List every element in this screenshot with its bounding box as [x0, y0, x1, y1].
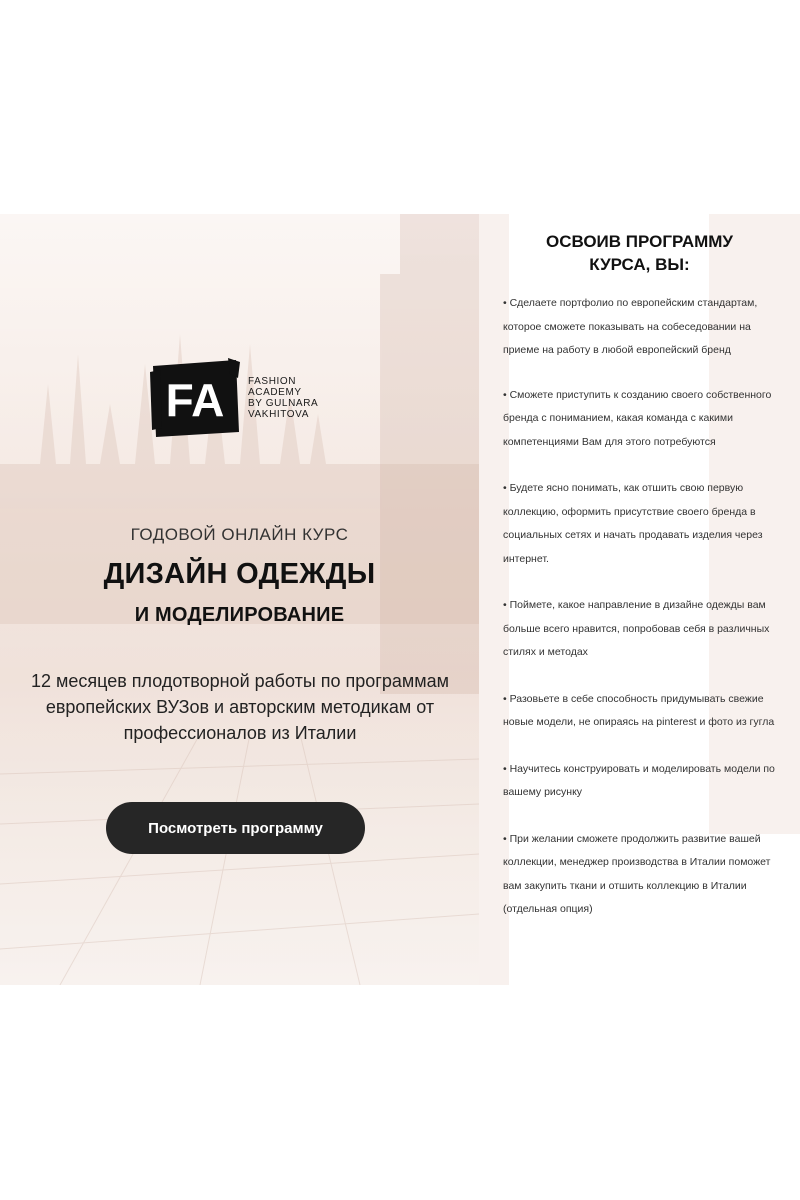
outcomes-title — [479, 230, 800, 276]
outcome-item: • Поймете, какое направление в дизайне одежды вам больше всего нравится, попробовав себя в различных стилях и методах — [503, 599, 770, 658]
outcomes-title-line: КУРСА, ВЫ: — [589, 255, 690, 274]
course-description: 12 месяцев плодотворной работы по программам европейских ВУЗов и авторским методикам от профессионалов из Италии — [30, 671, 450, 743]
outcomes-list — [503, 292, 788, 945]
course-title: ДИЗАЙН ОДЕЖДЫ — [103, 558, 376, 590]
outcome-item: • Будете ясно понимать, как отшить свою первую коллекцию, оформить присутствие своего бренда в социальных сетях и начать продавать изделия через интернет. — [503, 482, 763, 565]
brand-name — [248, 376, 338, 420]
outcomes-panel — [479, 214, 800, 985]
hero-panel — [0, 214, 479, 985]
outcomes-title-line: ОСВОИВ ПРОГРАММУ — [545, 232, 733, 251]
course-banner — [0, 214, 800, 985]
brand-logo — [150, 358, 320, 438]
outcome-item: • При желании сможете продолжить развитие вашей коллекции, менеджер производства в Италии поможет вам закупить ткани и отшить коллекцию в Италии (отдельная опция) — [503, 832, 771, 915]
svg-text:FA: FA — [165, 374, 225, 426]
fa-logo-mark-icon — [150, 358, 240, 438]
view-program-button[interactable]: Посмотреть программу — [106, 802, 365, 854]
course-subtitle: И МОДЕЛИРОВАНИЕ — [134, 604, 345, 626]
brand-line: ACADEMY — [248, 387, 302, 398]
brand-line: VAKHITOVA — [248, 409, 309, 420]
cathedral-background-image — [0, 214, 479, 985]
outcome-item: • Сделаете портфолио по европейским стандартам, которое сможете показывать на собеседовании на приеме на работу в любой европейский бренд — [503, 297, 758, 356]
outcome-item: • Разовьете в себе способность придумывать свежие новые модели, не опираясь на pinterest и фото из гугла — [503, 692, 775, 728]
outcome-item: • Научитесь конструировать и моделировать модели по вашему рисунку — [503, 762, 775, 798]
brand-line: BY GULNARA — [248, 398, 319, 409]
course-type-label: ГОДОВОЙ ОНЛАЙН КУРС — [130, 525, 349, 544]
outcome-item: • Сможете приступить к созданию своего собственного бренда с пониманием, какая команда с какими компетенциями Вам для этого потребуются — [503, 388, 772, 448]
brand-line: FASHION — [248, 376, 297, 387]
